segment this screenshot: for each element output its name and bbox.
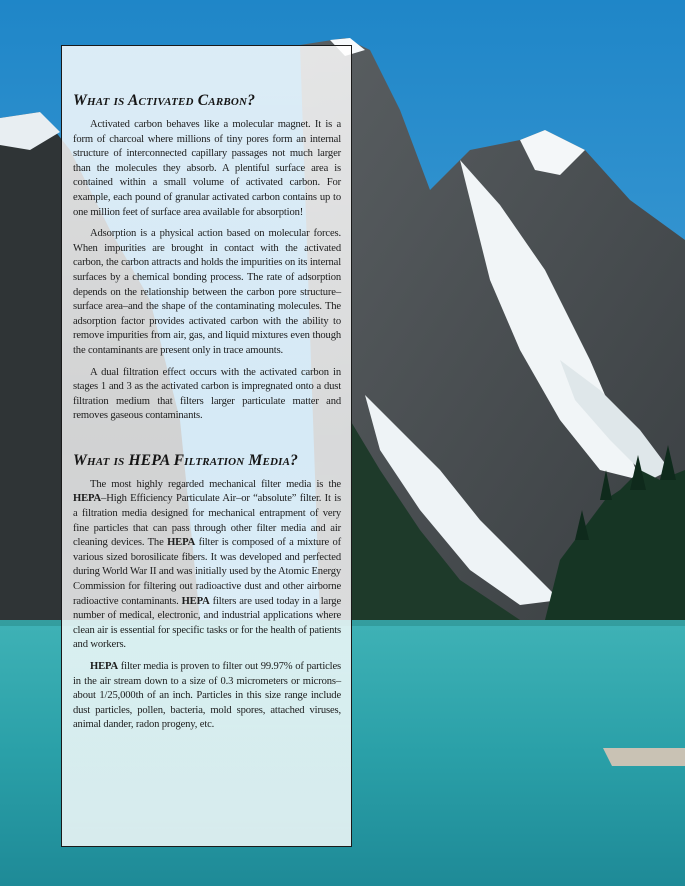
paragraph: HEPA filter media is proven to filter out 99.97% of particles in the air stream down to a size of 0.3 micrometers or microns–about 1/25,000th of an inch. Particles in this size range include dust particles, pollen, bacteria, mold spores, attached viruses, animal dander, radon progeny, etc. [73,661,341,731]
hepa-term: HEPA [73,493,102,505]
hepa-term: HEPA [167,537,196,549]
heading-activated-carbon: What is Activated Carbon? [73,92,256,109]
hepa-term: HEPA [181,595,210,607]
paragraph: Adsorption is a physical action based on molecular forces. When impurities are brought in contact with the activated carbon, the carbon attracts and holds the impurities on its internal surfaces by a chemical bonding process. The rate of adsorption depends on the relationship between the carbon pore structure–surface area–and the shape of the contaminating molecules. The adsorption factor provides activated carbon with the ability to remove impurities from air, gas, and liquid mixtures even though the contaminants are present only in trace amounts. [73,228,341,356]
hepa-term: HEPA [90,661,119,672]
heading-hepa-media: What is HEPA Filtration Media? [73,451,299,469]
paragraph: A dual filtration effect occurs with the activated carbon in stages 1 and 3 as the activated carbon is impregnated onto a dust filtration medium that filters larger particulate matter and removes gaseous contaminants. [73,366,341,422]
text-panel [61,45,352,847]
paragraph: Activated carbon behaves like a molecular magnet. It is a form of charcoal where millions of tiny pores form an internal structure of interconnected capillary passages not much larger than the molecules they absorb. A plentiful surface area is contained within a small volume of activated carbon. For example, each pound of granular activated carbon contains up to one million feet of surface area available for absorption! [73,119,341,218]
paragraph: The most highly regarded mechanical filter media is the HEPA–High Efficiency Particulate Air–or “absolute” filter. It is a filtration media designed for mechanical entrapment of very fine particles that can pass through other filter media and air cleaning devices. The HEPA filter is composed of a mixture of various sized borosilicate fibers. It was developed and perfected during World War II and was initially used by the Atomic Energy Commission for filtering out radioactive dust and other airborne radioactive contaminants. HEPA filters are used today in a large number of medical, electronic, and industrial applications where clean air is essential for specific tasks or for the health of patients and workers. [73,478,341,651]
